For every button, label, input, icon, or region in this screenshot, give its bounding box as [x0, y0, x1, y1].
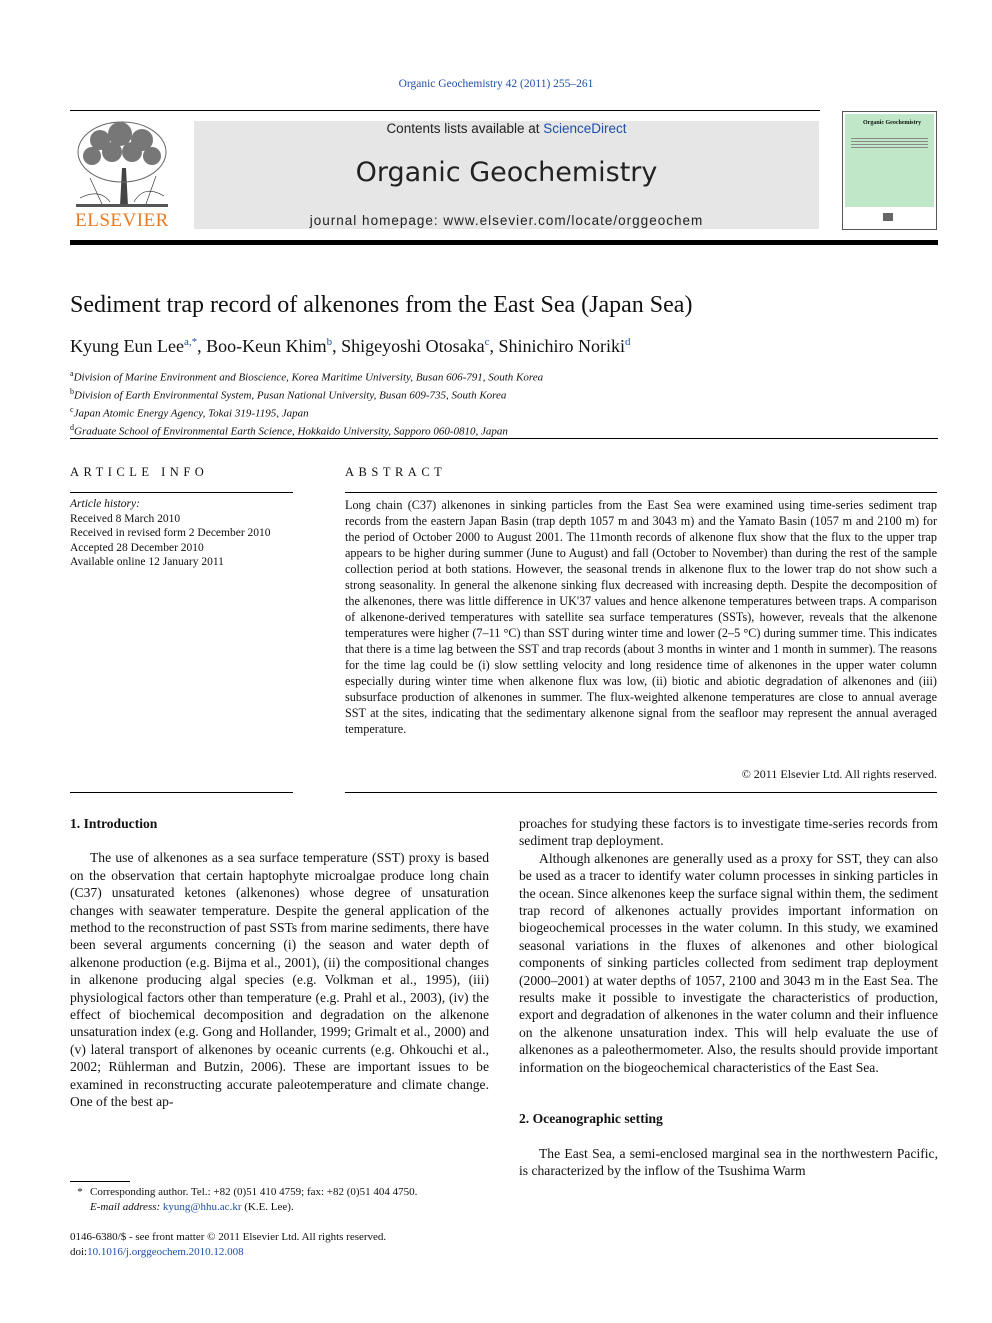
email-label: E-mail address:	[90, 1201, 161, 1213]
footnote-star: *	[77, 1186, 83, 1198]
history-item: Accepted 28 December 2010	[70, 541, 204, 554]
article-info-heading: ARTICLE INFO	[70, 465, 209, 479]
page-footer	[70, 1230, 386, 1260]
cover-text-lines	[851, 138, 928, 148]
issn-line: 0146-6380/$ - see front matter © 2011 Elsevier Ltd. All rights reserved.	[70, 1231, 387, 1243]
abstract-rule	[345, 492, 937, 493]
abstract-heading: ABSTRACT	[345, 465, 447, 479]
author-name[interactable]: Shigeyoshi Otosaka	[341, 336, 485, 356]
affiliation-mark: a	[70, 369, 74, 378]
footnote-rule	[70, 1181, 130, 1182]
history-item: Received in revised form 2 December 2010	[70, 527, 271, 539]
author-name[interactable]: Boo-Keun Khim	[206, 336, 327, 356]
contents-prefix: Contents lists available at	[386, 121, 544, 136]
affiliation-mark: b	[70, 387, 74, 397]
history-item: Received 8 March 2010	[70, 512, 181, 525]
doi-label: doi:	[70, 1246, 88, 1258]
author-separator: ,	[489, 336, 499, 356]
author-separator: ,	[332, 336, 342, 356]
affiliation-text: Division of Marine Environment and Bioscience, Korea Maritime University, Busan 606-791, South Korea	[73, 371, 544, 384]
affiliation-list	[70, 367, 543, 440]
footnote-line	[70, 1200, 417, 1215]
body-paragraph: The use of alkenones as a sea surface temperature (SST) proxy is based on the observation that certain haptophyte microalgae produce long chain (C37) unsaturated ketones (alkenones) whose degree of unsaturation changes with seawater temperature. Despite the general application of the method to the reconstruction of past SSTs from marine sediments, there have been several arguments concerning (i) the season and water depth of alkenone production (e.g. Bijma et al., 2001), (ii) the compositional changes in alkenone producing algal species (e.g. Volkman et al., 1995), (iii) physiological factors other than temperature (e.g. Prahl et al., 2003), (iv) the effect of biochemical decomposition and degradation on the alkenone unsaturation index (e.g. Gong and Hollander, 1999; Grimalt et al., 2000) and (v) lateral transport of alkenones by oceanic currents (e.g. Ohkouchi et al., 2002; Rühlerman and Butzin, 2006). These are important issues to be examined in reconstructing accurate paleotemperature and climate change. One of the best ap-	[70, 850, 489, 1110]
affiliation-item	[70, 385, 543, 403]
journal-title: Organic Geochemistry	[355, 157, 658, 188]
author-name[interactable]: Kyung Eun Lee	[70, 336, 184, 356]
copyright-notice: © 2011 Elsevier Ltd. All rights reserved.	[741, 767, 937, 781]
author-affiliation-mark[interactable]: c	[484, 336, 490, 348]
body-paragraph: proaches for studying these factors is to investigate time-series records from sediment trap deployment.	[519, 816, 938, 849]
author-affiliation-mark[interactable]: b	[326, 336, 333, 348]
journal-homepage[interactable]: journal homepage: www.elsevier.com/locate/orggeochem	[309, 213, 704, 228]
article-info-rule	[70, 492, 293, 493]
body-column-left	[70, 815, 489, 1111]
author-list	[70, 336, 631, 357]
affiliation-text: Japan Atomic Energy Agency, Tokai 319-1195, Japan	[73, 407, 309, 420]
doi-line	[70, 1245, 386, 1260]
journal-banner	[194, 121, 819, 229]
affiliation-mark: c	[70, 405, 74, 415]
affiliation-item	[70, 367, 543, 385]
sciencedirect-link[interactable]: ScienceDirect	[543, 121, 627, 136]
history-label: Article history:	[70, 498, 140, 510]
cover-title: Organic Geochemistry	[863, 120, 922, 126]
spacer	[70, 832, 489, 849]
contents-line	[194, 121, 819, 136]
article-info-bottom-rule	[70, 792, 293, 793]
author-name[interactable]: Shinichiro Noriki	[498, 336, 625, 356]
affiliation-mark: d	[70, 423, 74, 433]
email-suffix: (K.E. Lee).	[241, 1201, 294, 1213]
corresponding-text: Corresponding author. Tel.: +82 (0)51 410 4759; fax: +82 (0)51 404 4750.	[90, 1186, 418, 1198]
corresponding-author-footnote	[70, 1185, 417, 1215]
abstract-text: Long chain (C37) alkenones in sinking particles from the East Sea were examined using time-series sediment trap records from the eastern Japan Basin (trap depth 1057 m and 3043 m) and the Yamato Basin (1057 m and 2100 m) for the period of October 2000 to August 2001. The 11month records of alkenone flux show that the flux to the upper trap appears to be higher during summer (June to August) and fall (October to November) than during the rest of the sample collection period at both stations. However, the seasonal trends in alkenone flux to the lower trap do not show such a strong seasonality. In general the alkenone sinking flux decreased with increasing depth. Despite the decomposition of the alkenones, there was little difference in UK'37 values and hence alkenone temperatures between traps. A comparison of alkenone-derived temperatures with satellite sea surface temperatures (SSTs), however, reveals that the alkenone temperatures were higher (7–11 °C) than SST during winter time and lower (2–5 °C) during summer time. This indicates that there is a time lag between the SST and trap records (about 3 months in winter and 1 month in summer). The reasons for the time lag could be (i) slow settling velocity and long residence time of alkenones in the upper water column especially during winter time when alkenone flux was low, (ii) biotic and abiotic degradation of alkenones and (iii) subsurface production of alkenones in summer. The flux-weighted alkenone temperatures are close to annual average SST at the sites, indicating that the sedimentary alkenone signal from the seafloor may represent the annual averaged temperature.	[345, 498, 937, 736]
section-heading: 2. Oceanographic setting	[519, 1111, 663, 1127]
affiliation-text: Division of Earth Environmental System, Pusan National University, Busan 609-735, South Korea	[74, 389, 507, 402]
author-affiliation-mark[interactable]: a,*	[183, 336, 198, 348]
journal-cover-thumbnail[interactable]	[842, 111, 937, 230]
spacer	[519, 1076, 938, 1110]
spacer	[519, 1128, 938, 1145]
body-paragraph: Although alkenones are generally used as a proxy for SST, they can also be used as a tracer to identify water column processes in sinking particles in the ocean. Since alkenones keep the surface signal within them, the sediment trap record of alkenones actually provides important information on biogeochemical processes in the water column. In this study, we examined seasonal variations in the fluxes of alkenones and other biological components of sinking particles collected from sediment trap deployment (2000–2001) at water depths of 1057, 2100 and 3043 m in the East Sea. The results make it possible to investigate the characteristics of production, export and degradation of alkenones in the water column and their influence on the alkenone unsaturation index. This will help evaluate the use of alkenones as a paleothermometer. Also, the results should provide important information on the biogeochemical characteristics of the East Sea.	[519, 850, 938, 1075]
affiliation-rule	[70, 438, 938, 439]
header-thick-rule	[70, 240, 938, 245]
affiliation-item	[70, 403, 543, 421]
header-rule	[70, 110, 820, 111]
article-history	[70, 497, 271, 570]
affiliation-text: Graduate School of Environmental Earth Science, Hokkaido University, Sapporo 060-0810, Japan	[74, 426, 508, 439]
history-item: Available online 12 January 2011	[70, 556, 224, 568]
footnote-line	[70, 1185, 417, 1200]
elsevier-logo[interactable]	[70, 118, 174, 232]
body-paragraph: The East Sea, a semi-enclosed marginal sea in the northwestern Pacific, is characterized by the inflow of the Tsushima Warm	[519, 1145, 938, 1178]
cover-logo-icon	[883, 213, 893, 221]
section-heading: 1. Introduction	[70, 816, 158, 831]
affiliation-item	[70, 421, 543, 439]
abstract-bottom-rule	[345, 792, 937, 793]
publisher-logo-text: ELSEVIER	[75, 210, 169, 231]
doi-link[interactable]: 10.1016/j.orggeochem.2010.12.008	[87, 1246, 244, 1258]
email-link[interactable]: kyung@hhu.ac.kr	[162, 1201, 242, 1213]
author-separator: ,	[197, 336, 207, 356]
article-title: Sediment trap record of alkenones from the East Sea (Japan Sea)	[70, 292, 693, 318]
body-column-right	[519, 815, 938, 1179]
journal-citation[interactable]: Organic Geochemistry 42 (2011) 255–261	[398, 78, 594, 90]
author-affiliation-mark[interactable]: d	[625, 336, 631, 348]
tree-icon	[70, 118, 174, 210]
